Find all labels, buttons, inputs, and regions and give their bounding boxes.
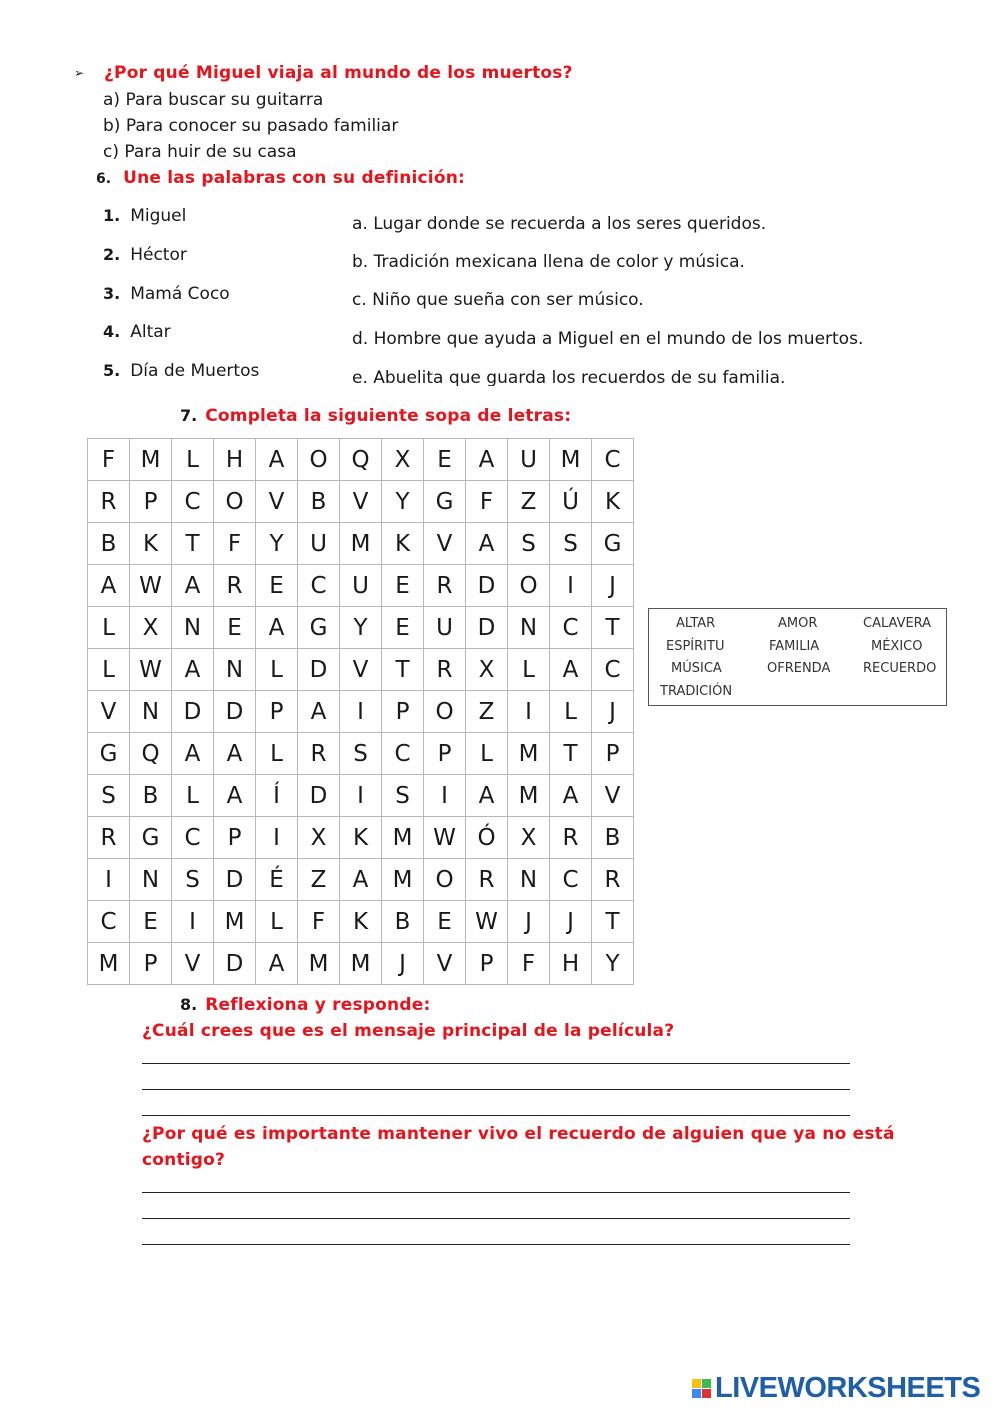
grid-row (88, 943, 634, 985)
grid-cell[interactable]: A (340, 859, 382, 901)
word-list-item: AMOR (778, 616, 818, 631)
grid-cell[interactable]: X (382, 439, 424, 481)
grid-row (88, 733, 634, 775)
grid-cell[interactable]: A (214, 733, 256, 775)
grid-cell[interactable]: E (424, 439, 466, 481)
question-8-prompt-2-line-2: contigo? (142, 1150, 226, 1170)
definition-e[interactable]: e. Abuelita que guarda los recuerdos de su familia. (352, 368, 786, 386)
grid-cell[interactable]: D (214, 691, 256, 733)
grid-cell[interactable]: L (172, 775, 214, 817)
grid-cell[interactable]: B (592, 817, 634, 859)
grid-cell[interactable]: E (382, 565, 424, 607)
question-5-option-b[interactable]: b) Para conocer su pasado familiar (103, 116, 399, 136)
question-7-heading (180, 406, 571, 426)
grid-cell[interactable]: R (214, 565, 256, 607)
grid-cell[interactable]: H (214, 439, 256, 481)
matching-word-2[interactable] (103, 245, 187, 265)
grid-cell[interactable]: K (382, 523, 424, 565)
answer-line[interactable] (142, 1192, 850, 1193)
grid-cell[interactable]: I (550, 565, 592, 607)
word-label: Héctor (130, 245, 187, 265)
grid-cell[interactable]: R (298, 733, 340, 775)
grid-cell[interactable]: N (130, 691, 172, 733)
grid-cell[interactable]: I (508, 691, 550, 733)
grid-cell[interactable]: S (382, 775, 424, 817)
grid-row (88, 859, 634, 901)
grid-cell[interactable]: Y (256, 523, 298, 565)
grid-cell[interactable]: P (130, 943, 172, 985)
grid-cell[interactable]: V (592, 775, 634, 817)
grid-cell[interactable]: M (340, 523, 382, 565)
grid-cell[interactable]: M (88, 943, 130, 985)
grid-cell[interactable]: T (382, 649, 424, 691)
grid-cell[interactable]: T (592, 607, 634, 649)
grid-cell[interactable]: Z (298, 859, 340, 901)
logo-square (692, 1389, 701, 1398)
grid-cell[interactable]: X (298, 817, 340, 859)
grid-cell[interactable]: N (172, 607, 214, 649)
grid-cell[interactable]: G (298, 607, 340, 649)
grid-cell[interactable]: T (550, 733, 592, 775)
grid-row (88, 901, 634, 943)
grid-row (88, 775, 634, 817)
grid-cell[interactable]: S (172, 859, 214, 901)
grid-cell[interactable]: G (88, 733, 130, 775)
grid-cell[interactable]: X (508, 817, 550, 859)
grid-cell[interactable]: Ó (466, 817, 508, 859)
question-5-title: ¿Por qué Miguel viaja al mundo de los muertos? (104, 63, 573, 83)
question-8-number: 8. (180, 995, 198, 1014)
grid-cell[interactable]: V (424, 943, 466, 985)
grid-row (88, 439, 634, 481)
grid-cell[interactable]: P (382, 691, 424, 733)
grid-cell[interactable]: H (550, 943, 592, 985)
logo-square (702, 1389, 711, 1398)
word-list-item: MÚSICA (671, 661, 722, 676)
liveworksheets-logo-text: LIVEWORKSHEETS (715, 1372, 981, 1404)
grid-cell[interactable]: Q (340, 439, 382, 481)
grid-cell[interactable]: A (550, 775, 592, 817)
word-label: Día de Muertos (130, 361, 260, 381)
grid-cell[interactable]: S (550, 523, 592, 565)
word-list-box (648, 608, 947, 706)
grid-row (88, 607, 634, 649)
grid-cell[interactable]: Q (130, 733, 172, 775)
grid-cell[interactable]: V (172, 943, 214, 985)
grid-cell[interactable]: S (88, 775, 130, 817)
word-number: 4. (103, 322, 121, 341)
grid-cell[interactable]: B (130, 775, 172, 817)
grid-cell[interactable]: D (214, 859, 256, 901)
word-number: 2. (103, 245, 121, 264)
grid-cell[interactable]: V (340, 649, 382, 691)
matching-word-5[interactable] (103, 361, 259, 381)
grid-cell[interactable]: O (214, 481, 256, 523)
grid-cell[interactable]: C (592, 649, 634, 691)
grid-cell[interactable]: W (466, 901, 508, 943)
grid-cell[interactable]: Y (592, 943, 634, 985)
word-label: Miguel (130, 206, 187, 226)
grid-cell[interactable]: Ú (550, 481, 592, 523)
answer-line[interactable] (142, 1115, 850, 1116)
grid-cell[interactable]: K (340, 817, 382, 859)
word-search-grid (87, 438, 634, 985)
grid-cell[interactable]: G (424, 481, 466, 523)
grid-cell[interactable]: I (340, 775, 382, 817)
grid-cell[interactable]: J (550, 901, 592, 943)
grid-cell[interactable]: D (466, 607, 508, 649)
grid-cell[interactable]: R (466, 859, 508, 901)
grid-cell[interactable]: É (256, 859, 298, 901)
word-list-item: CALAVERA (863, 616, 932, 631)
grid-cell[interactable]: A (550, 649, 592, 691)
grid-cell[interactable]: N (214, 649, 256, 691)
question-7-number: 7. (180, 406, 198, 425)
grid-cell[interactable]: L (466, 733, 508, 775)
grid-cell[interactable]: E (256, 565, 298, 607)
question-6-heading (96, 168, 465, 188)
liveworksheets-logo-icon (692, 1379, 711, 1398)
grid-cell[interactable]: N (508, 607, 550, 649)
grid-cell[interactable]: R (592, 859, 634, 901)
grid-cell[interactable]: J (592, 691, 634, 733)
grid-cell[interactable]: C (172, 481, 214, 523)
grid-row (88, 523, 634, 565)
grid-cell[interactable]: X (130, 607, 172, 649)
grid-cell[interactable]: M (382, 817, 424, 859)
grid-cell[interactable]: C (172, 817, 214, 859)
grid-cell[interactable]: Y (340, 607, 382, 649)
grid-cell[interactable]: R (424, 565, 466, 607)
grid-cell[interactable]: A (256, 607, 298, 649)
grid-cell[interactable]: A (466, 439, 508, 481)
grid-cell[interactable]: A (88, 565, 130, 607)
grid-cell[interactable]: J (592, 565, 634, 607)
grid-cell[interactable]: D (172, 691, 214, 733)
grid-cell[interactable]: F (508, 943, 550, 985)
grid-cell[interactable]: L (172, 439, 214, 481)
grid-cell[interactable]: C (298, 565, 340, 607)
grid-cell[interactable]: Í (256, 775, 298, 817)
grid-row (88, 691, 634, 733)
grid-cell[interactable]: C (88, 901, 130, 943)
grid-cell[interactable]: V (424, 523, 466, 565)
grid-cell[interactable]: B (382, 901, 424, 943)
grid-cell[interactable]: L (256, 733, 298, 775)
grid-cell[interactable]: A (466, 775, 508, 817)
grid-cell[interactable]: C (592, 439, 634, 481)
grid-cell[interactable]: G (130, 817, 172, 859)
grid-cell[interactable]: W (130, 649, 172, 691)
grid-cell[interactable]: K (592, 481, 634, 523)
matching-word-4[interactable] (103, 322, 171, 342)
grid-cell[interactable]: M (214, 901, 256, 943)
grid-cell[interactable]: C (382, 733, 424, 775)
grid-cell[interactable]: V (256, 481, 298, 523)
grid-cell[interactable]: M (508, 733, 550, 775)
matching-word-3[interactable] (103, 284, 230, 304)
grid-cell[interactable]: P (592, 733, 634, 775)
grid-cell[interactable]: I (172, 901, 214, 943)
grid-cell[interactable]: M (382, 859, 424, 901)
word-label: Mamá Coco (130, 284, 230, 304)
definition-c[interactable]: c. Niño que sueña con ser músico. (352, 290, 644, 310)
grid-cell[interactable]: U (424, 607, 466, 649)
grid-cell[interactable]: D (466, 565, 508, 607)
logo-square (692, 1379, 701, 1388)
grid-cell[interactable]: O (424, 691, 466, 733)
definition-d[interactable]: d. Hombre que ayuda a Miguel en el mundo de los muertos. (352, 329, 864, 349)
grid-cell[interactable]: D (298, 775, 340, 817)
grid-cell[interactable]: R (550, 817, 592, 859)
word-list-item: FAMILIA (769, 639, 820, 654)
grid-cell[interactable]: R (88, 817, 130, 859)
grid-cell[interactable]: C (550, 859, 592, 901)
word-number: 3. (103, 284, 121, 303)
grid-cell[interactable]: B (298, 481, 340, 523)
word-list-item: RECUERDO (863, 661, 937, 676)
grid-cell[interactable]: I (88, 859, 130, 901)
grid-cell[interactable]: V (340, 481, 382, 523)
matching-word-1[interactable] (103, 206, 186, 226)
grid-cell[interactable]: A (172, 565, 214, 607)
word-list-item: OFRENDA (767, 661, 831, 676)
grid-cell[interactable]: N (130, 859, 172, 901)
question-5-option-a[interactable]: a) Para buscar su guitarra (103, 90, 324, 110)
grid-cell[interactable]: R (424, 649, 466, 691)
grid-cell[interactable]: W (424, 817, 466, 859)
grid-cell[interactable]: A (256, 439, 298, 481)
grid-cell[interactable]: P (130, 481, 172, 523)
question-5-option-c[interactable]: c) Para huir de su casa (103, 142, 297, 162)
grid-cell[interactable]: Y (382, 481, 424, 523)
grid-cell[interactable]: U (508, 439, 550, 481)
grid-cell[interactable]: R (88, 481, 130, 523)
grid-cell[interactable]: E (214, 607, 256, 649)
grid-cell[interactable]: M (508, 775, 550, 817)
word-list-item: ESPÍRITU (666, 639, 725, 654)
grid-cell[interactable]: L (256, 901, 298, 943)
question-6-number: 6. (96, 171, 112, 187)
grid-cell[interactable]: A (298, 691, 340, 733)
logo-square (702, 1379, 711, 1388)
grid-cell[interactable]: S (340, 733, 382, 775)
grid-cell[interactable]: P (214, 817, 256, 859)
grid-cell[interactable]: E (130, 901, 172, 943)
grid-cell[interactable]: I (340, 691, 382, 733)
grid-cell[interactable]: A (172, 649, 214, 691)
grid-cell[interactable]: F (298, 901, 340, 943)
grid-cell[interactable]: D (214, 943, 256, 985)
grid-row (88, 481, 634, 523)
word-list-item: TRADICIÓN (660, 684, 733, 699)
grid-cell[interactable]: I (256, 817, 298, 859)
word-list-item: MÉXICO (871, 639, 923, 654)
grid-cell[interactable]: I (424, 775, 466, 817)
grid-cell[interactable]: L (256, 649, 298, 691)
grid-cell[interactable]: O (508, 565, 550, 607)
grid-cell[interactable]: D (298, 649, 340, 691)
grid-cell[interactable]: U (298, 523, 340, 565)
grid-cell[interactable]: M (550, 439, 592, 481)
grid-cell[interactable]: K (340, 901, 382, 943)
definition-e-clip (352, 366, 832, 386)
grid-cell[interactable]: J (382, 943, 424, 985)
word-list-item: ALTAR (676, 616, 716, 631)
grid-cell[interactable]: W (130, 565, 172, 607)
grid-cell[interactable]: P (466, 943, 508, 985)
definition-a[interactable]: a. Lugar donde se recuerda a los seres queridos. (352, 214, 767, 234)
grid-cell[interactable]: X (466, 649, 508, 691)
grid-cell[interactable]: A (466, 523, 508, 565)
question-7-title: Completa la siguiente sopa de letras: (205, 406, 572, 426)
question-6-title: Une las palabras con su definición: (123, 168, 466, 188)
grid-cell[interactable]: P (424, 733, 466, 775)
grid-cell[interactable]: V (88, 691, 130, 733)
word-number: 1. (103, 206, 121, 225)
word-label: Altar (130, 322, 171, 342)
grid-cell[interactable]: F (466, 481, 508, 523)
liveworksheets-logo[interactable] (692, 1372, 980, 1405)
grid-cell[interactable]: M (340, 943, 382, 985)
grid-cell[interactable]: S (508, 523, 550, 565)
grid-cell[interactable]: N (508, 859, 550, 901)
grid-cell[interactable]: Z (508, 481, 550, 523)
answer-line[interactable] (142, 1218, 850, 1219)
grid-row (88, 817, 634, 859)
grid-cell[interactable]: L (508, 649, 550, 691)
definition-b[interactable]: b. Tradición mexicana llena de color y música. (352, 252, 745, 272)
grid-cell[interactable]: E (382, 607, 424, 649)
grid-cell[interactable]: A (172, 733, 214, 775)
grid-cell[interactable]: K (130, 523, 172, 565)
question-8-prompt-2-line-1: ¿Por qué es importante mantener vivo el recuerdo de alguien que ya no está (142, 1124, 895, 1144)
word-number: 5. (103, 361, 121, 380)
grid-cell[interactable]: O (424, 859, 466, 901)
grid-cell[interactable]: T (172, 523, 214, 565)
grid-cell[interactable]: L (88, 649, 130, 691)
grid-cell[interactable]: M (298, 943, 340, 985)
grid-row (88, 649, 634, 691)
question-8-title: Reflexiona y responde: (205, 995, 431, 1015)
grid-cell[interactable]: C (550, 607, 592, 649)
grid-cell[interactable]: J (508, 901, 550, 943)
answer-line[interactable] (142, 1244, 850, 1245)
grid-cell[interactable]: T (592, 901, 634, 943)
grid-cell[interactable]: F (214, 523, 256, 565)
answer-line[interactable] (142, 1063, 850, 1064)
grid-row (88, 565, 634, 607)
grid-cell[interactable]: Z (466, 691, 508, 733)
question-8-heading (180, 995, 430, 1015)
grid-cell[interactable]: A (214, 775, 256, 817)
grid-cell[interactable]: P (256, 691, 298, 733)
grid-cell[interactable]: A (256, 943, 298, 985)
grid-cell[interactable]: G (592, 523, 634, 565)
question-8-prompt-1: ¿Cuál crees que es el mensaje principal de la película? (142, 1021, 675, 1041)
grid-cell[interactable]: O (298, 439, 340, 481)
grid-cell[interactable]: U (340, 565, 382, 607)
grid-cell[interactable]: L (88, 607, 130, 649)
arrow-bullet-icon: ➢ (74, 66, 85, 80)
grid-cell[interactable]: M (130, 439, 172, 481)
grid-cell[interactable]: B (88, 523, 130, 565)
answer-line[interactable] (142, 1089, 850, 1090)
grid-cell[interactable]: E (424, 901, 466, 943)
grid-cell[interactable]: F (88, 439, 130, 481)
grid-cell[interactable]: L (550, 691, 592, 733)
